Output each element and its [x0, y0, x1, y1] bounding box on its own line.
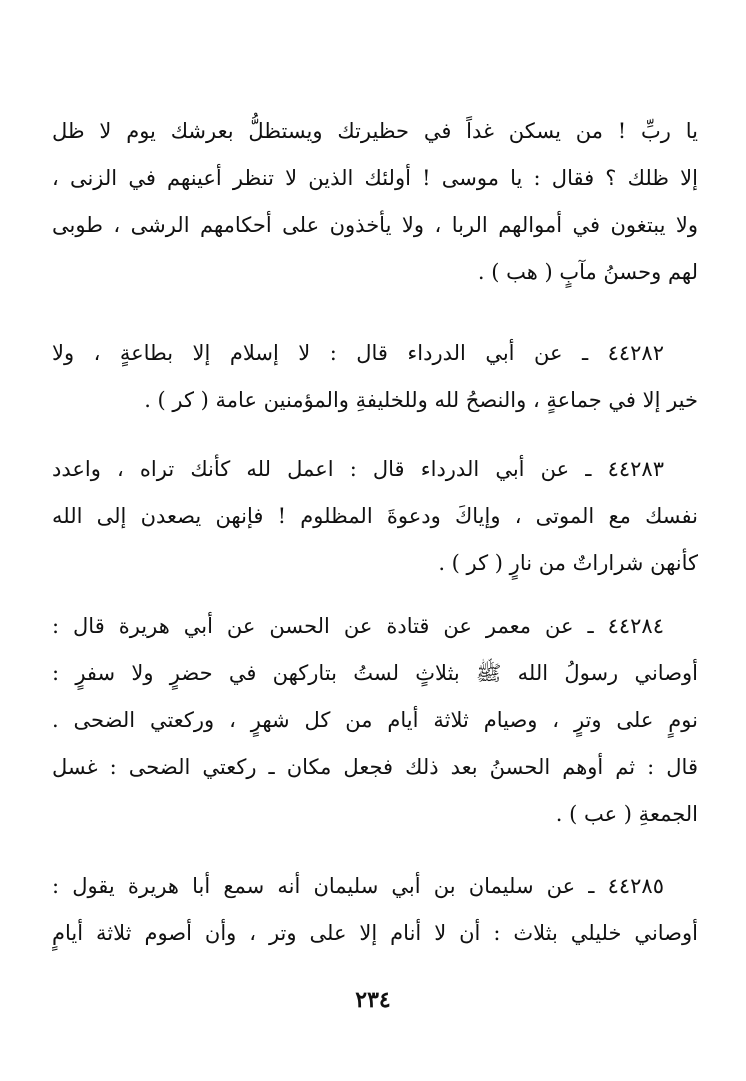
text-line: الجمعةِ ( عب ) .	[555, 802, 698, 826]
paragraph-continuation	[52, 108, 698, 296]
hadith-44285	[52, 863, 698, 957]
text-line: إلا ظلك ؟ فقال : يا موسى ! أولئك الذين لا تنظر أعينهم في الزنى ،	[52, 166, 698, 190]
text-line: لهم وحسنُ مآبٍ ( هب ) .	[477, 260, 698, 284]
text-line: كأنهن شراراتٌ من نارٍ ( كر ) .	[438, 551, 698, 575]
text-line: ٤٤٢٨٣ ـ عن أبي الدرداء قال : اعمل لله كأنك تراه ، واعدد	[52, 457, 664, 481]
text-line: خير إلا في جماعةٍ ، والنصحُ لله وللخليفةِ والمؤمنين عامة ( كر ) .	[144, 388, 698, 412]
text-line: ولا يبتغون في أموالهم الربا ، ولا يأخذون على أحكامهم الرشى ، طوبى	[52, 213, 698, 237]
text-line: ٤٤٢٨٤ ـ عن معمر عن قتادة عن الحسن عن أبي هريرة قال :	[52, 614, 664, 638]
text-line: ٤٤٢٨٢ ـ عن أبي الدرداء قال : لا إسلام إلا بطاعةٍ ، ولا	[52, 341, 664, 365]
text-line: ٤٤٢٨٥ ـ عن سليمان بن أبي سليمان أنه سمع أبا هريرة يقول :	[52, 874, 664, 898]
hadith-44282	[52, 330, 698, 424]
text-line: أوصاني رسولُ الله ﷺ بثلاثٍ لستُ بتاركهن في حضرٍ ولا سفرٍ :	[52, 661, 698, 685]
text-line: نومٍ على وترٍ ، وصيام ثلاثة أيام من كل شهرٍ ، وركعتي الضحى .	[52, 708, 698, 732]
text-line: قال : ثم أوهم الحسنُ بعد ذلك فجعل مكان ـ ركعتي الضحى : غسل	[52, 755, 698, 779]
text-line: نفسك مع الموتى ، وإياكَ ودعوةَ المظلوم ! فإنهن يصعدن إلى الله	[52, 504, 698, 528]
text-line: يا ربِّ ! من يسكن غداً في حظيرتك ويستظلُّ بعرشك يوم لا ظل	[52, 119, 698, 143]
hadith-44284	[52, 603, 698, 838]
page-number: ٢٣٤	[355, 987, 391, 1013]
text-line: أوصاني خليلي بثلاث : أن لا أنام إلا على وتر ، وأن أصوم ثلاثة أيامٍ	[52, 921, 698, 945]
hadith-44283	[52, 446, 698, 587]
